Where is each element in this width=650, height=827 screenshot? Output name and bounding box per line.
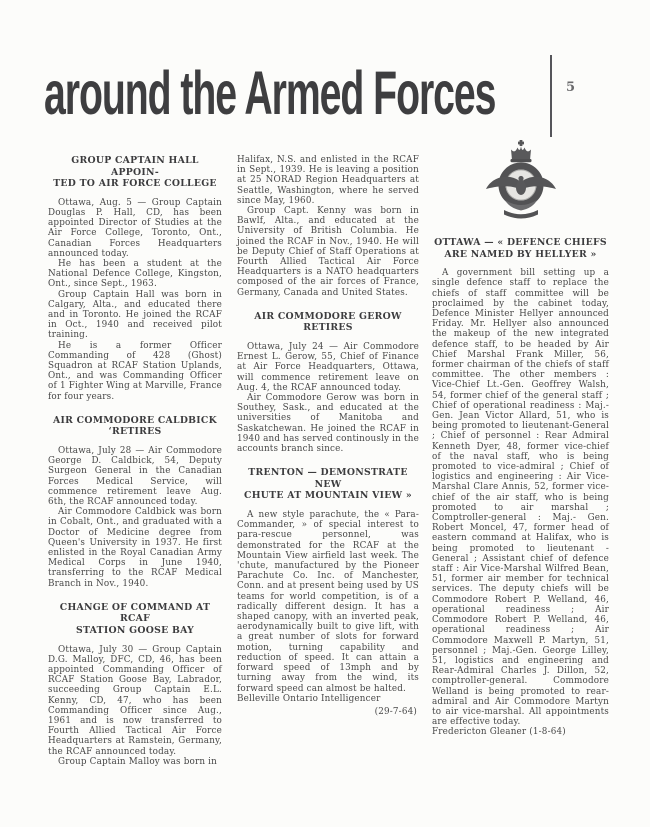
dateline: (29-7-64) xyxy=(374,706,417,717)
heading-goose-bay xyxy=(48,602,222,637)
heading-gerow-retires xyxy=(237,311,419,334)
heading-line: OTTAWA — « DEFENCE CHIEFS xyxy=(434,237,607,248)
article-paragraph: A government bill setting up a single defence staff to replace the chiefs of staff committee will be proclaimed by the cabinet today, Defence Minister Hellyer announced Friday. Mr. Hellyer also announced the makeup of the new integrated defence staff, to be headed by Air Chief Marshal Frank Miller, 56, former chairman of the chiefs of staff committee. The other members : Vice-Chief Lt.-Gen. Geoffrey Walsh, 54, former chief of the general staff ; Chief of operational readiness : Maj.-Gen. Jean Victor Allard, 51, who is being promoted to lieutenant-General ; Chief of personnel : Rear Admiral Kenneth Dyer, 48, former vice-chief of the naval staff, who is being promoted to vice-admiral ; Chief of logistics and engineering : Air Vice-Marshal Clare Annis, 52, former vice-chief of the air staff, who is being promoted to air marshal ; Comptroller-general : Maj.- Gen. Robert Moncel, 47, former head of eastern command at Halifax, who is being promoted to lieutenant - General ; Assistant chief of defence staff : Air Vice-Marshal Wilfred Bean, 51, former air member for technical services. The deputy chiefs will be Commodore Robert P. Welland, 46, operational readiness ; Air Commodore Robert P. Welland, 46, operational readiness ; Air Commodore Maxwell P. Martyn, 51, personnel ; Maj.-Gen. George Lilley, 51, logistics and engineering and Rear-Admiral Charles J. Dillon, 52, comptroller-general. Commodore Welland is being promoted to rear-admiral and Air Commodore Martyn to air vice-marshal. All appointments are effective today. xyxy=(432,268,609,728)
heading-trenton-chute xyxy=(237,467,419,502)
article-paragraph: A new style parachute, the « Para-Commander, » of special interest to para-rescue personnel, was demonstrated for the RCAF at the Mountain View airfield last week. The 'chute, manufactured by the Pioneer Parachute Co. Inc. of Manchester, Conn. and at present being used by US teams for world competition, is of a radically different design. It has a shaped canopy, with an inverted peak, aerodynamically built to give lift, with a great number of slots for forward motion, turning capability and reduction of speed. It can attain a forward speed of 13mph and by turning away from the wind, its forward speed can almost be halted. xyxy=(237,510,419,694)
article-paragraph: Air Commodore Gerow was born in Southey, Sask., and educated at the universities of Manitoba and Saskatchewan. He joined the RCAF in 1940 and has served continously in the accounts branch since. xyxy=(237,393,419,455)
column-middle xyxy=(237,155,419,717)
article-paragraph: Ottawa, Aug. 5 — Group Captain Douglas P. Hall, CD, has been appointed Director of Studies at the Air Force College, Toronto, Ont., Canadian Forces Headquarters announced today. xyxy=(48,197,222,259)
heading-line: GROUP CAPTAIN HALL APPOIN- xyxy=(71,155,199,178)
heading-line: CHANGE OF COMMAND AT RCAF xyxy=(59,601,211,625)
article-paragraph: He has been a student at the National Defence College, Kingston, Ont., since Sept., 1963. xyxy=(48,259,222,290)
page-title-text: around the Armed Forces xyxy=(44,57,496,128)
heading-line: TRENTON — DEMONSTRATE NEW xyxy=(248,467,408,490)
heading-line: AIR COMMODORE CALDBICK xyxy=(53,414,217,426)
rcaf-crest-icon xyxy=(485,140,557,224)
source-attribution: Belleville Ontario Intelligencer xyxy=(237,693,381,704)
heading-line: TED TO AIR FORCE COLLEGE xyxy=(53,178,217,190)
heading-caldbick-retires xyxy=(48,415,222,438)
article-paragraph: Group Captain Hall was born in Calgary, Alta., and educated there and in Toronto. He joined the RCAF in Oct., 1940 and received pilot training. xyxy=(48,289,222,341)
article-paragraph: Halifax, N.S. and enlisted in the RCAF in Sept., 1939. He is leaving a position at 25 NORAD Region Headquarters at Seattle, Washington, where he served since May, 1960. xyxy=(237,155,419,206)
heading-defence-chiefs xyxy=(432,237,609,260)
column-right xyxy=(432,140,609,738)
column-left xyxy=(48,155,222,767)
heading-line: AIR COMMODORE GEROW xyxy=(254,310,402,322)
article-paragraph: He is a former Officer Commanding of 428 (Ghost) Squadron at RCAF Station Uplands, Ont., and was Commanding Officer of 1 Fighter Wing at Marville, France for four years. xyxy=(48,340,222,402)
article-paragraph: Ottawa, July 24 — Air Commodore Ernest L. Gerow, 55, Chief of Finance at Air Force Headquarters, Ottawa, will commence retirement leave on Aug. 4, the RCAF announced today. xyxy=(237,342,419,393)
page-number: 5 xyxy=(566,80,577,95)
heading-line: ARE NAMED BY HELLYER » xyxy=(444,248,597,260)
article-paragraph: Air Commodore Caldbick was born in Cobalt, Ont., and graduated with a Doctor of Medicine degree from Queen's University in 1937. He first enlisted in the Royal Canadian Army Medical Corps in June 1940, transferring to the RCAF Medical Branch in Nov., 1940. xyxy=(48,507,222,589)
heading-line: STATION GOOSE BAY xyxy=(75,625,195,637)
article-paragraph: Ottawa, July 28 — Air Commodore George D. Caldbick, 54, Deputy Surgeon General in the Canadian Forces Medical Service, will commence retirement leave Aug. 6th, the RCAF announced today. xyxy=(48,446,222,508)
heading-line: ‘RETIRES xyxy=(108,426,162,438)
article-paragraph: Ottawa, July 30 — Group Captain D.G. Malloy, DFC, CD, 46, has been appointed Commanding Officer of RCAF Station Goose Bay, Labrador, succeeding Group Captain E.L. Kenny, CD, 47, who has been Commanding Officer since Aug., 1961 and is now transferred to Fourth Allied Tactical Air Force Headquarters at Ramstein, Germany, the RCAF announced today. xyxy=(48,644,222,757)
heading-line: RETIRES xyxy=(303,322,353,334)
article-paragraph: Group Captain Malloy was born in xyxy=(58,756,218,767)
heading-hall-college xyxy=(48,155,222,190)
page-title xyxy=(44,57,650,128)
source-attribution: Fredericton Gleaner (1-8-64) xyxy=(432,727,566,738)
article-paragraph: Group Capt. Kenny was born in Bawlf, Alta., and educated at the University of British Columbia. He joined the RCAF in Nov., 1940. He will be Deputy Chief of Staff Operations at Fourth Allied Tactical Air Force Headquarters is a NATO headquarters composed of the air forces of France, Germany, Canada and United States. xyxy=(237,206,419,298)
masthead-divider xyxy=(550,55,552,137)
heading-line: CHUTE AT MOUNTAIN VIEW » xyxy=(244,490,412,502)
